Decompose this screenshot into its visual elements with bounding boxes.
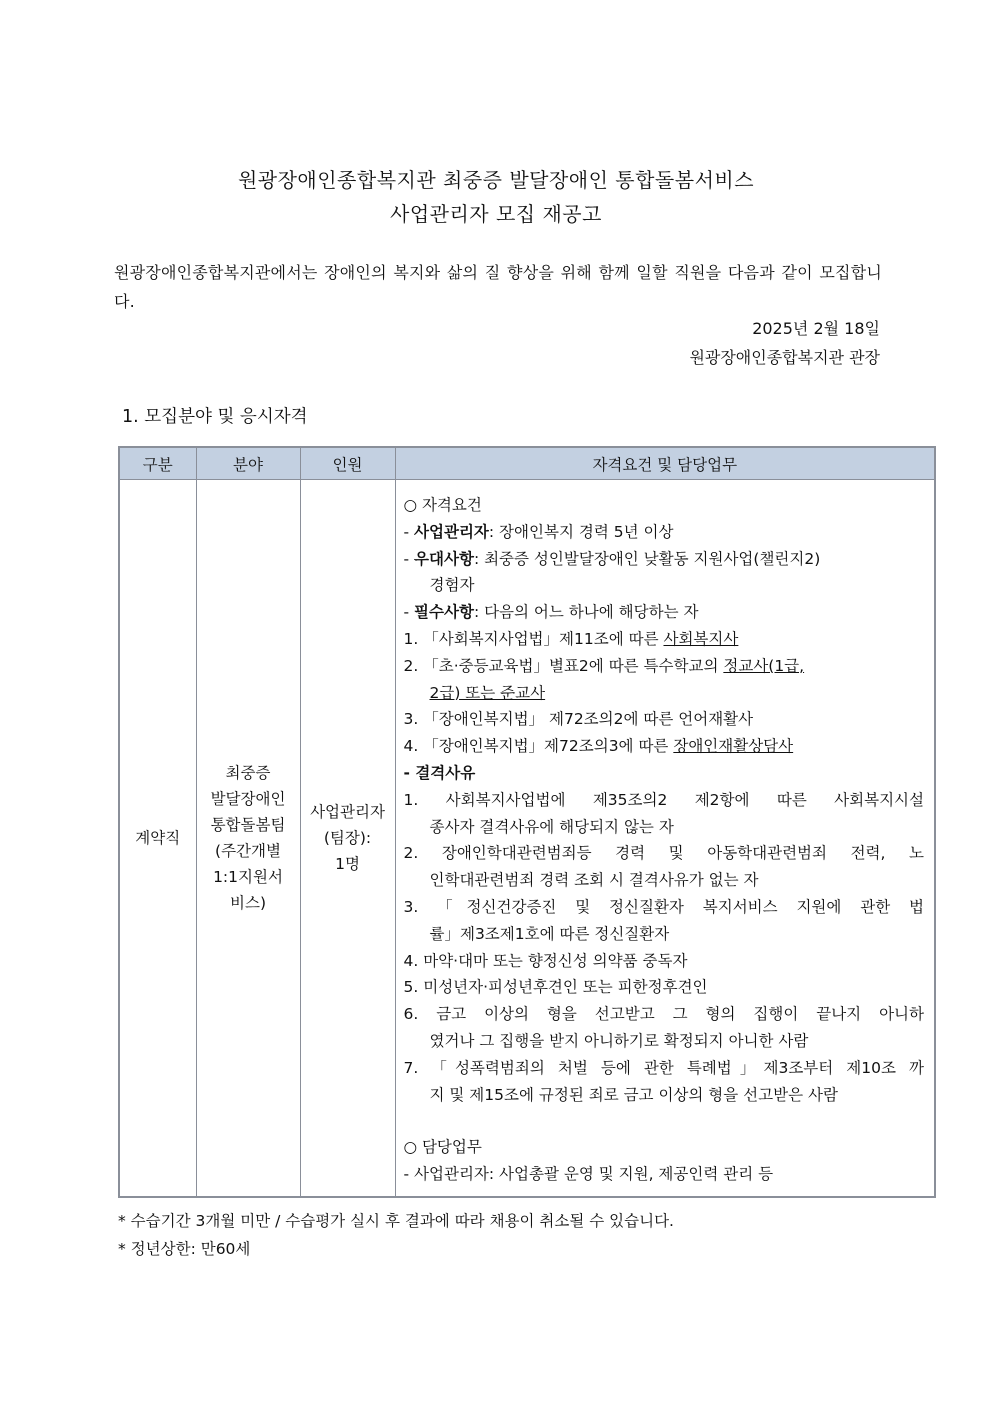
recruitment-table xyxy=(118,446,936,1198)
field-line: 1:1지원서 xyxy=(213,867,283,886)
qualification-heading: ○ 자격요건 xyxy=(403,496,482,514)
field-line: (주간개별 xyxy=(215,841,281,860)
footnote-retirement: * 정년상한: 만60세 xyxy=(118,1240,251,1258)
field-line: 최중증 xyxy=(225,763,271,782)
disqualification-item: 6. 금고 이상의 형을 선고받고 그 형의 집행이 끝나지 아니하 xyxy=(403,1005,924,1024)
table-header-row xyxy=(119,447,935,480)
required-item-2-cont: 2급) 또는 준교사 xyxy=(429,683,546,702)
headcount-line: 1명 xyxy=(335,854,360,873)
header-requirements: 자격요건 및 담당업무 xyxy=(395,447,935,480)
disqualification-heading: - 결격사유 xyxy=(403,763,476,782)
footnote-probation: * 수습기간 3개월 미만 / 수습평가 실시 후 결과에 따라 채용이 취소될 수 있습니다. xyxy=(118,1212,674,1230)
required-item-1: 1. 「사회복지사업법」제11조에 따른 사회복지사 xyxy=(403,629,739,648)
headcount-line: 사업관리자 xyxy=(310,802,385,821)
qualification-manager: - 사업관리자: 장애인복지 경력 5년 이상 xyxy=(403,522,674,541)
disqualification-item-cont: 였거나 그 집행을 받지 아니하기로 확정되지 아니한 사람 xyxy=(429,1031,809,1050)
disqualification-item: 4. 마약·대마 또는 향정신성 의약품 중독자 xyxy=(403,951,688,970)
required-item-4: 4. 「장애인복지법」제72조의3에 따른 장애인재활상담사 xyxy=(403,737,794,756)
disqualification-item-cont: 률」제3조제1호에 따른 정신질환자 xyxy=(429,924,670,943)
document-title-line1: 원광장애인종합복지관 최중증 발달장애인 통합돌봄서비스 xyxy=(237,168,755,192)
requirements-cell xyxy=(395,480,935,1197)
spacer xyxy=(404,1108,925,1134)
field-line: 통합돌봄팀 xyxy=(210,815,286,834)
disqualification-item: 2. 장애인학대관련범죄등 경력 및 아동학대관련범죄 전력, 노 xyxy=(403,844,924,863)
disqualification-item: 7. 「성폭력범죄의 처벌 등에 관한 특례법」제3조부터 제10조 까 xyxy=(403,1058,924,1077)
disqualification-item-cont: 종사자 결격사유에 해당되지 않는 자 xyxy=(429,817,674,836)
employment-type-cell: 계약직 xyxy=(119,480,196,1197)
intro-paragraph: 원광장애인종합복지관에서는 장애인의 복지와 삶의 질 향상을 위해 함께 일할 직원을 다음과 같이 모집합니다. xyxy=(114,263,882,311)
duty-heading: ○ 담당업무 xyxy=(403,1138,482,1157)
header-count: 인원 xyxy=(300,447,395,480)
footnotes xyxy=(118,1207,674,1263)
field-line: 비스) xyxy=(230,893,266,912)
qualification-required: - 필수사항: 다음의 어느 하나에 해당하는 자 xyxy=(403,603,699,622)
disqualification-item: 5. 미성년자·피성년후견인 또는 피한정후견인 xyxy=(403,978,708,997)
disqualification-item: 3. 「정신건강증진 및 정신질환자 복지서비스 지원에 관한 법 xyxy=(403,897,924,916)
duty-item: - 사업관리자: 사업총괄 운영 및 지원, 제공인력 관리 등 xyxy=(403,1165,774,1184)
announcement-date: 2025년 2월 18일 xyxy=(752,319,880,338)
qualification-preference: - 우대사항: 최중증 성인발달장애인 낮활동 지원사업(챌린지2) xyxy=(403,549,821,568)
table-row xyxy=(119,480,935,1197)
disqualification-item-cont: 인학대관련범죄 경력 조회 시 결격사유가 없는 자 xyxy=(429,871,759,890)
header-field: 분야 xyxy=(196,447,300,480)
disqualification-item: 1. 사회복지사업법에 제35조의2 제2항에 따른 사회복지시설 xyxy=(403,790,924,809)
field-cell xyxy=(196,480,300,1197)
headcount-line: (팀장): xyxy=(323,828,372,847)
disqualification-item-cont: 지 및 제15조에 규정된 죄로 금고 이상의 형을 선고받은 사람 xyxy=(429,1085,838,1104)
document-title-line2: 사업관리자 모집 재공고 xyxy=(390,202,602,226)
field-line: 발달장애인 xyxy=(210,789,286,808)
headcount-cell xyxy=(300,480,395,1197)
header-category: 구분 xyxy=(119,447,196,480)
qualification-preference-cont: 경험자 xyxy=(429,576,475,595)
required-item-3: 3. 「장애인복지법」 제72조의2에 따른 언어재활사 xyxy=(403,710,754,729)
section-title: 1. 모집분야 및 응시자격 xyxy=(122,407,308,427)
required-item-2: 2. 「초·중등교육법」별표2에 따른 특수학교의 정교사(1급, xyxy=(403,656,805,675)
issuing-organization: 원광장애인종합복지관 관장 xyxy=(689,348,880,367)
